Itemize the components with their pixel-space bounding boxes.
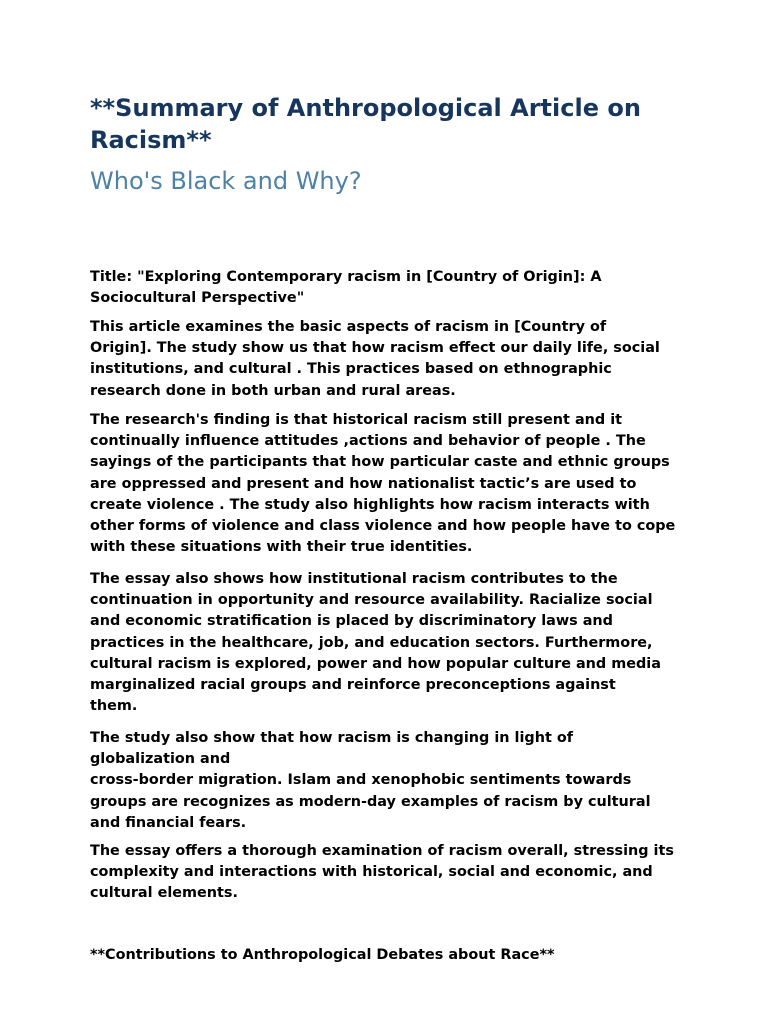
paragraph-globalization: The study also show that how racism is changing in light of globalization and cross-border migration. Islam and xenophobic sentiments towards groups are recognizes as modern-day examples of racism by cultural and financial fears. bbox=[90, 730, 651, 831]
paragraph-intro: This article examines the basic aspects of racism in [Country of Origin]. The study show us that how racism effect our daily life, social institutions, and cultural . This practices based on ethnographic research done in both urban and rural areas. bbox=[90, 319, 660, 399]
article-title: Title: "Exploring Contemporary racism in [Country of Origin]: A Sociocultural Perspective" bbox=[90, 269, 602, 307]
paragraph-findings: The research's finding is that historical racism still present and it continually influence attitudes ,actions and behavior of people . The sayings of the participants that how particular caste and ethnic groups are oppressed and present and how nationalist tactic’s are used to create violence . The study also highlights how racism interacts with other forms of violence and class violence and how people have to cope with these situations with their true identities. bbox=[90, 412, 676, 556]
section-heading: **Contributions to Anthropological Debates about Race** bbox=[90, 947, 555, 963]
document-subtitle: Who's Black and Why? bbox=[90, 167, 362, 195]
document-title: **Summary of Anthropological Article on Racism** bbox=[90, 94, 641, 154]
paragraph-institutional-racism: The essay also shows how institutional racism contributes to the continuation in opportunity and resource availability. Racialize social and economic stratification is placed by discriminatory laws and practices in the healthcare, job, and education sectors. Furthermore, cultural racism is explored, power and how popular culture and media marginalized racial groups and reinforce preconceptions against them. bbox=[90, 571, 661, 715]
paragraph-conclusion: The essay offers a thorough examination of racism overall, stressing its complexity and interactions with historical, social and economic, and cultural elements. bbox=[90, 843, 674, 902]
